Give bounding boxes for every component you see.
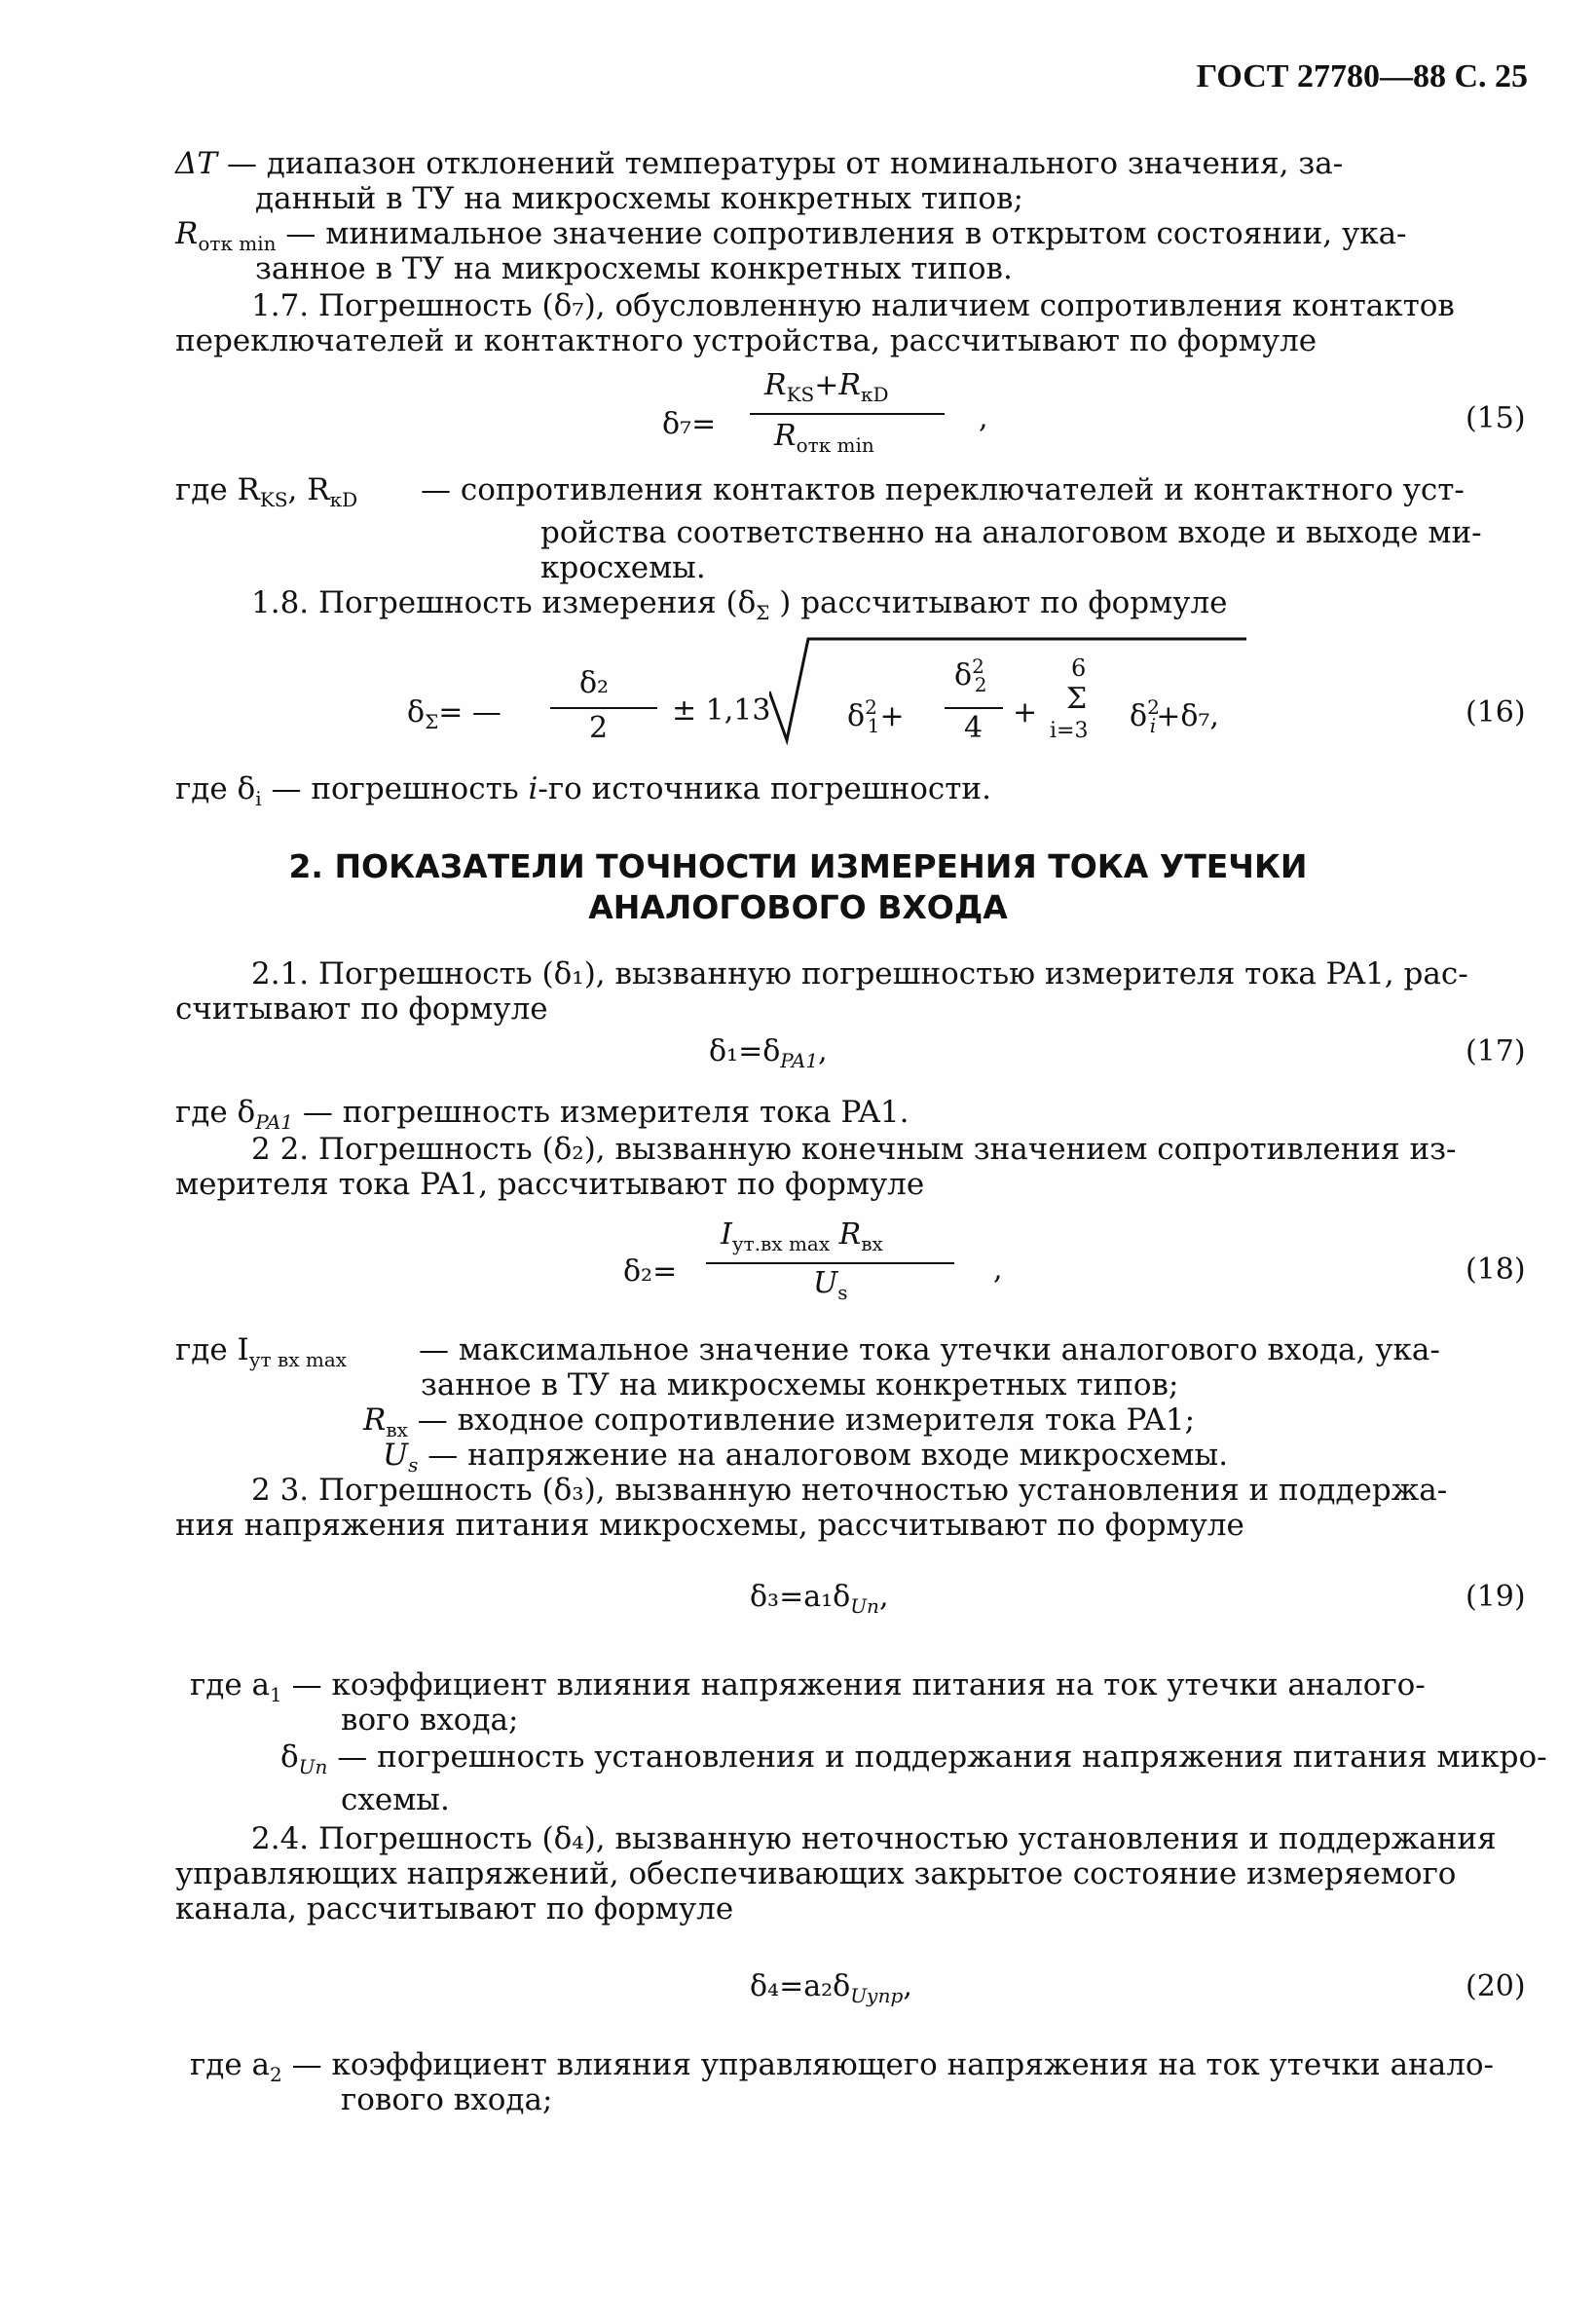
symbol: δ <box>407 695 426 729</box>
fraction-denominator: 4 <box>964 711 984 745</box>
formula-comma: , <box>878 1580 889 1614</box>
definition-text: — погрешность установления и поддержания напряжения питания микро- <box>337 1739 1547 1775</box>
where-delta-i <box>175 771 991 816</box>
superscript: 2 <box>972 655 984 678</box>
paragraph-line: переключателей и контактного устройства, рассчитывают по формуле <box>175 323 1318 358</box>
section-title-line-1: 2. ПОКАЗАТЕЛИ ТОЧНОСТИ ИЗМЕРЕНИЯ ТОКА УТЕЧКИ <box>288 847 1308 885</box>
subscript: вх <box>386 1418 408 1442</box>
subscript: KS <box>786 383 815 406</box>
subscript: 1 <box>867 714 880 737</box>
subscript: i <box>1149 714 1157 737</box>
definition-text: -го источника погрешности. <box>538 771 991 806</box>
symbol: I <box>721 1217 732 1252</box>
subscript: ут вх max <box>248 1348 348 1372</box>
subscript: отк min <box>796 433 874 457</box>
fraction-bar <box>550 707 657 709</box>
term-delta-1 <box>847 695 905 737</box>
definition-text: — диапазон отклонений температуры от номинального значения, за- <box>226 146 1344 181</box>
where-line: схемы. <box>341 1782 450 1817</box>
symbol: δ <box>847 699 866 733</box>
formula-lhs <box>407 695 501 733</box>
where-line: ройства соответственно на аналоговом входе и выходе ми- <box>540 515 1482 550</box>
fraction-denominator: 2 <box>589 711 609 745</box>
paragraph-2-4: 2.4. Погрешность (δ₄), вызванную неточностью установления и поддержания <box>251 1821 1497 1856</box>
formula-comma: , <box>993 1253 1003 1287</box>
definition-text: — минимальное значение сопротивления в открытом состоянии, ука- <box>285 216 1407 251</box>
formula-numerator <box>764 368 889 406</box>
where-i-leak-text: — максимальное значение тока утечки аналогового входа, ука- <box>419 1332 1440 1367</box>
subscript: s <box>837 1281 848 1304</box>
subscript: KS <box>259 488 288 512</box>
paragraph-line: управляющих напряжений, обеспечивающих закрытое состояние измеряемого <box>175 1856 1457 1891</box>
where-line: занное в ТУ на микросхемы конкретных типов; <box>421 1367 1179 1403</box>
symbol: i <box>528 771 538 806</box>
equation-number: (16) <box>1466 695 1526 729</box>
where-line: гового входа; <box>341 2082 553 2117</box>
equation-number: (15) <box>1466 401 1526 435</box>
symbol-delta-t: ΔT <box>175 146 218 181</box>
symbol: δ <box>280 1739 299 1775</box>
definition-text: — напряжение на аналоговом входе микросхемы. <box>427 1438 1229 1473</box>
paragraph-line: мерителя тока PA1, рассчитывают по формуле <box>175 1167 925 1202</box>
symbol: , R <box>287 472 330 507</box>
sum-lower-limit: i=3 <box>1050 719 1089 743</box>
definition-text: — коэффициент влияния управляющего напряжения на ток утечки анало- <box>291 2047 1495 2082</box>
paragraph-line: ния напряжения питания микросхемы, рассчитывают по формуле <box>175 1508 1244 1543</box>
subscript: PA1 <box>255 1110 293 1135</box>
paragraph-text: ) рассчитывают по формуле <box>779 585 1228 620</box>
symbol: R <box>774 419 797 453</box>
formula-comma: , <box>979 401 988 435</box>
paragraph-2-2: 2 2. Погрешность (δ₂), вызванную конечным значением сопротивления из- <box>251 1132 1457 1167</box>
definition-delta-t <box>175 146 1529 181</box>
formula-comma: , <box>818 1034 828 1068</box>
superscript: 2 <box>1147 695 1160 719</box>
subscript: отк min <box>198 232 277 256</box>
where-line: кросхемы. <box>540 550 706 585</box>
where-rks <box>175 472 357 517</box>
expression: δ₃=a₁δ <box>750 1580 851 1614</box>
sum-sign: Σ <box>1066 682 1088 716</box>
where-label: где δ <box>175 1095 256 1130</box>
where-rks-text: — сопротивления контактов переключателей и контактного уст- <box>421 472 1465 507</box>
where-label: где δ <box>175 771 256 806</box>
paragraph-text: 1.8. Погрешность измерения (δ <box>251 585 757 620</box>
where-label: где R <box>175 472 260 507</box>
subscript: кD <box>329 488 358 512</box>
term-delta-i <box>1130 695 1219 737</box>
where-i-leak <box>175 1332 347 1377</box>
fraction-bar <box>945 707 1003 709</box>
operator: + <box>879 699 905 733</box>
section-title-line-2: АНАЛОГОВОГО ВХОДА <box>588 888 1008 926</box>
definition-text: — погрешность измерителя тока PA1. <box>302 1095 909 1130</box>
symbol: R <box>363 1403 387 1438</box>
symbol: δ <box>954 658 973 692</box>
formula-expr <box>750 1969 912 2007</box>
symbol: U <box>813 1266 838 1300</box>
where-label: где a <box>190 2047 271 2082</box>
subscript: Uп <box>850 1594 879 1618</box>
subscript: Uп <box>298 1755 328 1779</box>
subscript: Σ <box>425 710 439 733</box>
formula-lhs: δ₂= <box>623 1254 678 1289</box>
sum-upper-limit: 6 <box>1071 655 1087 682</box>
where-line: вого входа; <box>341 1702 519 1738</box>
expression: δ₄=a₂δ <box>750 1969 851 2003</box>
expression: δ₁=δ <box>709 1034 781 1068</box>
paragraph-line: считывают по формуле <box>175 991 548 1027</box>
symbol: +R <box>814 368 861 402</box>
operator: = — <box>438 695 501 729</box>
formula-denominator <box>774 419 874 457</box>
symbol: R <box>764 368 787 402</box>
subscript: 1 <box>270 1683 282 1707</box>
equation-number: (19) <box>1466 1580 1526 1614</box>
subscript: кD <box>860 383 889 406</box>
paragraph-1-8 <box>251 585 1228 630</box>
definition-text: — погрешность <box>271 771 519 806</box>
subscript: Σ <box>756 601 770 625</box>
subscript: ут.вх max <box>731 1232 831 1255</box>
definition-text: — входное сопротивление измерителя тока PA1; <box>417 1403 1196 1438</box>
symbol: δ <box>1130 699 1148 733</box>
superscript: 2 <box>865 695 877 719</box>
operator: + <box>1013 695 1038 729</box>
subscript: i <box>255 787 262 811</box>
fraction-numerator: δ₂ <box>579 666 610 700</box>
formula-comma: , <box>903 1969 912 2003</box>
where-label: где I <box>175 1332 249 1367</box>
paragraph-1-7: 1.7. Погрешность (δ₇), обусловленную наличием сопротивления контактов <box>251 288 1455 323</box>
where-delta-up <box>280 1739 1547 1784</box>
definition-line: данный в ТУ на микросхемы конкретных типов; <box>255 181 1023 216</box>
formula-numerator <box>721 1217 883 1255</box>
subscript: s <box>408 1453 419 1477</box>
definition-text: — коэффициент влияния напряжения питания на ток утечки аналого- <box>291 1667 1426 1702</box>
tail: +δ₇, <box>1156 699 1219 733</box>
subscript: PA1 <box>780 1049 819 1072</box>
page-header: ГОСТ 27780—88 С. 25 <box>1196 58 1528 94</box>
subscript: 2 <box>974 673 987 696</box>
operator-plus-minus: ± 1,13 <box>672 693 771 728</box>
symbol: R <box>838 1217 862 1252</box>
equation-number: (18) <box>1466 1253 1526 1287</box>
formula-expr <box>709 1034 828 1072</box>
equation-number: (20) <box>1466 1969 1526 2003</box>
paragraph-2-3: 2 3. Погрешность (δ₃), вызванную неточностью установления и поддержа- <box>251 1473 1448 1508</box>
equation-number: (17) <box>1466 1034 1526 1068</box>
formula-denominator <box>813 1266 848 1304</box>
term-delta-2-num <box>954 655 987 696</box>
fraction-bar <box>706 1262 954 1264</box>
paragraph-line: канала, рассчитывают по формуле <box>175 1891 734 1926</box>
subscript: Uупр <box>850 1984 904 2007</box>
formula-expr <box>750 1580 889 1618</box>
paragraph-2-1: 2.1. Погрешность (δ₁), вызванную погрешностью измерителя тока PA1, рас- <box>251 956 1468 991</box>
symbol: U <box>383 1438 409 1473</box>
definition-line: занное в ТУ на микросхемы конкретных типов. <box>255 251 1013 286</box>
subscript: 2 <box>270 2063 282 2087</box>
fraction-bar <box>750 413 945 415</box>
subscript: вх <box>861 1232 883 1255</box>
where-label: где a <box>190 1667 271 1702</box>
formula-lhs: δ₇= <box>662 407 717 441</box>
symbol-r: R <box>175 216 199 251</box>
